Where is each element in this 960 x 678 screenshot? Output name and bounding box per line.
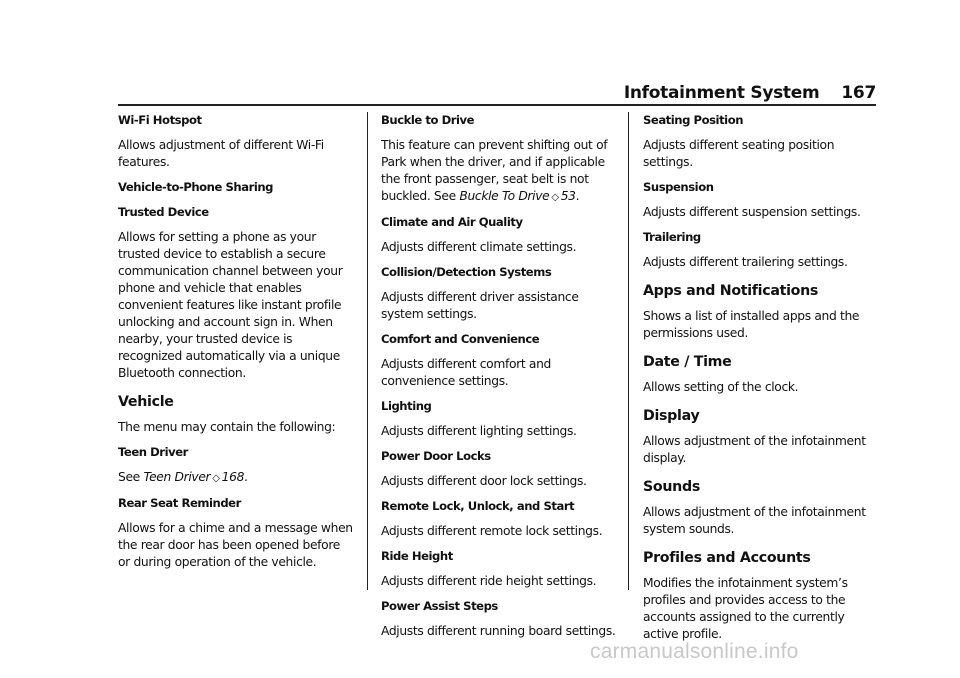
column-divider: [628, 112, 629, 590]
trusted-device-text: Allows for setting a phone as your trusted device to establish a secure communication channel between your phone and vehicle that enables convenient features like instant profile unlocking and account sign in. When nearby, your trusted device is recognized automatically via a unique Bluetooth connection.: [118, 230, 343, 380]
lighting-text: Adjusts different lighting settings.: [381, 424, 577, 438]
watermark: carmanualsonline.info: [590, 640, 799, 663]
apps-section-heading: Apps and Notifications: [643, 283, 819, 299]
display-text: Allows adjustment of the infotainment display.: [643, 434, 866, 465]
date-time-text: Allows setting of the clock.: [643, 380, 799, 394]
teen-driver-link[interactable]: Teen Driver: [143, 470, 211, 484]
profiles-section-heading: Profiles and Accounts: [643, 550, 811, 566]
climate-text: Adjusts different climate settings.: [381, 240, 577, 254]
teen-driver-page[interactable]: 168: [221, 470, 245, 484]
lighting-heading: Lighting: [381, 399, 432, 413]
power-door-locks-text: Adjusts different door lock settings.: [381, 474, 587, 488]
trusted-device-heading: Trusted Device: [118, 205, 209, 219]
ride-height-heading: Ride Height: [381, 549, 453, 563]
power-door-locks-heading: Power Door Locks: [381, 449, 491, 463]
teen-driver-heading: Teen Driver: [118, 445, 188, 459]
suspension-heading: Suspension: [643, 180, 714, 194]
header-rule: [118, 104, 876, 106]
vehicle-menu-text: The menu may contain the following:: [118, 420, 336, 434]
wifi-hotspot-text: Allows adjustment of different Wi-Fi features.: [118, 138, 324, 169]
wifi-hotspot-heading: Wi-Fi Hotspot: [118, 113, 202, 127]
apps-text: Shows a list of installed apps and the permissions used.: [643, 309, 860, 340]
collision-heading: Collision/Detection Systems: [381, 265, 552, 279]
page-reference-icon: ◇: [212, 473, 220, 484]
buckle-to-drive-text: This feature can prevent shifting out of Park when the driver, and if applicable the front passenger, seat belt is not buckled. See Buckle To Drive ◇ 53.: [381, 138, 608, 203]
remote-start-heading: Remote Lock, Unlock, and Start: [381, 499, 575, 513]
remote-start-text: Adjusts different remote lock settings.: [381, 524, 603, 538]
suspension-text: Adjusts different suspension settings.: [643, 205, 861, 219]
column-divider: [367, 112, 368, 590]
ride-height-text: Adjusts different ride height settings.: [381, 574, 597, 588]
page-number: 167: [841, 83, 876, 103]
vehicle-to-phone-heading: Vehicle-to-Phone Sharing: [118, 180, 274, 194]
seating-position-heading: Seating Position: [643, 113, 744, 127]
trailering-text: Adjusts different trailering settings.: [643, 255, 848, 269]
page-header: [624, 83, 876, 103]
date-time-section-heading: Date / Time: [643, 354, 732, 370]
seating-position-text: Adjusts different seating position settings.: [643, 138, 835, 169]
teen-driver-text: See Teen Driver ◇ 168.: [118, 470, 248, 484]
power-assist-steps-heading: Power Assist Steps: [381, 599, 498, 613]
column-middle: [381, 112, 617, 648]
page-reference-icon: ◇: [551, 192, 559, 203]
power-assist-steps-text: Adjusts different running board settings.: [381, 624, 616, 638]
buckle-to-drive-heading: Buckle to Drive: [381, 113, 475, 127]
vehicle-section-heading: Vehicle: [118, 394, 174, 410]
comfort-text: Adjusts different comfort and convenience settings.: [381, 357, 551, 388]
comfort-heading: Comfort and Convenience: [381, 332, 540, 346]
rear-seat-reminder-heading: Rear Seat Reminder: [118, 496, 241, 510]
collision-text: Adjusts different driver assistance system settings.: [381, 290, 579, 321]
column-left: [118, 112, 354, 579]
section-title: Infotainment System: [623, 83, 820, 103]
see-label: See: [118, 470, 140, 484]
trailering-heading: Trailering: [643, 230, 701, 244]
buckle-to-drive-page[interactable]: 53: [560, 189, 576, 203]
buckle-to-drive-body: This feature can prevent shifting out of Park when the driver, and if applicable the front passenger, seat belt is not buckled. See: [381, 138, 608, 203]
rear-seat-reminder-text: Allows for a chime and a message when the rear door has been opened before or during operation of the vehicle.: [118, 521, 353, 569]
climate-heading: Climate and Air Quality: [381, 215, 523, 229]
display-section-heading: Display: [643, 408, 700, 424]
column-right: [643, 112, 879, 651]
profiles-text: Modifies the infotainment system’s profiles and provides access to the accounts assigned to the currently active profile.: [643, 576, 848, 641]
buckle-to-drive-link[interactable]: Buckle To Drive: [459, 189, 550, 203]
sounds-section-heading: Sounds: [643, 479, 700, 495]
sounds-text: Allows adjustment of the infotainment system sounds.: [643, 505, 866, 536]
